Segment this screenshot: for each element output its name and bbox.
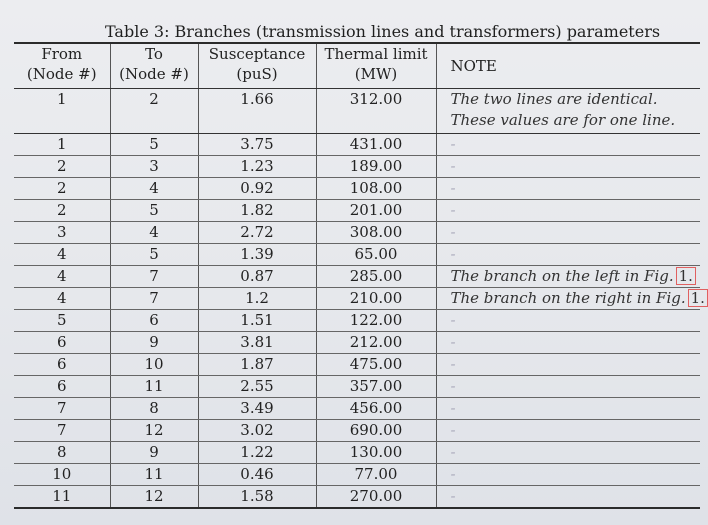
cell-to: 9 bbox=[110, 332, 198, 354]
cell-from: 10 bbox=[14, 464, 110, 486]
cell-note-text: - bbox=[450, 179, 456, 197]
cell-from: 7 bbox=[14, 398, 110, 420]
table-row bbox=[14, 244, 700, 266]
table-row bbox=[14, 222, 700, 244]
cell-note bbox=[436, 244, 700, 266]
cell-susceptance: 1.2 bbox=[198, 288, 316, 310]
cell-from: 6 bbox=[14, 332, 110, 354]
cell-to: 6 bbox=[110, 310, 198, 332]
header-susceptance bbox=[198, 43, 316, 89]
header-thermal-limit bbox=[316, 43, 436, 89]
cell-note bbox=[436, 178, 700, 200]
cell-susceptance: 3.49 bbox=[198, 398, 316, 420]
cell-susceptance: 1.51 bbox=[198, 310, 316, 332]
cell-susceptance: 2.55 bbox=[198, 376, 316, 398]
cell-note bbox=[436, 376, 700, 398]
header-thermal-unit: (MW) bbox=[354, 65, 398, 83]
table-row bbox=[14, 464, 700, 486]
cell-thermal-limit: 210.00 bbox=[316, 288, 436, 310]
cell-note-text: - bbox=[450, 399, 456, 417]
cell-note bbox=[436, 398, 700, 420]
header-susceptance-unit: (puS) bbox=[236, 65, 278, 83]
branches-table bbox=[14, 42, 705, 509]
cell-note-text: The branch on the right in Fig. bbox=[450, 289, 686, 307]
cell-susceptance: 0.46 bbox=[198, 464, 316, 486]
table-row bbox=[14, 200, 700, 222]
table-body bbox=[14, 89, 705, 509]
cell-from: 11 bbox=[14, 486, 110, 509]
table-row bbox=[14, 332, 700, 354]
cell-from: 6 bbox=[14, 376, 110, 398]
table-row bbox=[14, 420, 700, 442]
cell-to: 4 bbox=[110, 222, 198, 244]
cell-to: 5 bbox=[110, 244, 198, 266]
cell-note bbox=[436, 134, 700, 156]
branches-table-container bbox=[14, 42, 705, 509]
header-note: NOTE bbox=[436, 43, 700, 89]
header-to bbox=[110, 43, 198, 89]
header-from-title: From bbox=[41, 45, 83, 63]
cell-to: 7 bbox=[110, 288, 198, 310]
cell-note bbox=[436, 266, 700, 288]
cell-thermal-limit: 690.00 bbox=[316, 420, 436, 442]
cell-note-text: - bbox=[450, 443, 456, 461]
cell-note bbox=[436, 332, 700, 354]
table-row bbox=[14, 376, 700, 398]
cell-susceptance: 3.81 bbox=[198, 332, 316, 354]
cell-to: 2 bbox=[110, 89, 198, 134]
cell-from: 3 bbox=[14, 222, 110, 244]
cell-note bbox=[436, 354, 700, 376]
cell-note-text: The two lines are identical. These values are for one line. bbox=[450, 90, 676, 129]
cell-susceptance: 1.66 bbox=[198, 89, 316, 134]
cell-from: 1 bbox=[14, 89, 110, 134]
cell-note bbox=[436, 200, 700, 222]
table-row bbox=[14, 134, 700, 156]
table-row bbox=[14, 266, 700, 288]
cell-to: 3 bbox=[110, 156, 198, 178]
cell-note bbox=[436, 222, 700, 244]
cell-note-text: - bbox=[450, 421, 456, 439]
cell-susceptance: 1.82 bbox=[198, 200, 316, 222]
cell-thermal-limit: 285.00 bbox=[316, 266, 436, 288]
cell-from: 4 bbox=[14, 244, 110, 266]
cell-thermal-limit: 77.00 bbox=[316, 464, 436, 486]
cell-to: 11 bbox=[110, 376, 198, 398]
header-to-title: To bbox=[145, 45, 163, 63]
cell-note bbox=[436, 442, 700, 464]
cell-note-text: - bbox=[450, 355, 456, 373]
cell-note-text: - bbox=[450, 377, 456, 395]
cell-susceptance: 3.75 bbox=[198, 134, 316, 156]
table-row bbox=[14, 442, 700, 464]
cell-thermal-limit: 212.00 bbox=[316, 332, 436, 354]
cell-note-text: - bbox=[450, 201, 456, 219]
cell-note bbox=[436, 310, 700, 332]
table-row bbox=[14, 398, 700, 420]
cell-note bbox=[436, 464, 700, 486]
cell-note-text: - bbox=[450, 465, 456, 483]
cell-note-text: - bbox=[450, 333, 456, 351]
cell-thermal-limit: 312.00 bbox=[316, 89, 436, 134]
cell-thermal-limit: 189.00 bbox=[316, 156, 436, 178]
cell-susceptance: 1.87 bbox=[198, 354, 316, 376]
header-to-unit: (Node #) bbox=[119, 65, 189, 83]
cell-to: 5 bbox=[110, 200, 198, 222]
cell-from: 5 bbox=[14, 310, 110, 332]
cell-to: 12 bbox=[110, 486, 198, 509]
cell-thermal-limit: 357.00 bbox=[316, 376, 436, 398]
cell-to: 7 bbox=[110, 266, 198, 288]
table-row bbox=[14, 310, 700, 332]
cell-from: 4 bbox=[14, 288, 110, 310]
table-row bbox=[14, 288, 700, 310]
cell-note bbox=[436, 156, 700, 178]
cell-from: 2 bbox=[14, 200, 110, 222]
cell-thermal-limit: 308.00 bbox=[316, 222, 436, 244]
cell-thermal-limit: 475.00 bbox=[316, 354, 436, 376]
cell-note bbox=[436, 89, 700, 134]
cell-to: 5 bbox=[110, 134, 198, 156]
table-row bbox=[14, 354, 700, 376]
cell-note-text: - bbox=[450, 157, 456, 175]
cell-to: 9 bbox=[110, 442, 198, 464]
cell-from: 7 bbox=[14, 420, 110, 442]
cell-susceptance: 3.02 bbox=[198, 420, 316, 442]
cell-thermal-limit: 201.00 bbox=[316, 200, 436, 222]
cell-susceptance: 0.87 bbox=[198, 266, 316, 288]
cell-thermal-limit: 130.00 bbox=[316, 442, 436, 464]
cell-thermal-limit: 456.00 bbox=[316, 398, 436, 420]
cell-to: 4 bbox=[110, 178, 198, 200]
cell-thermal-limit: 431.00 bbox=[316, 134, 436, 156]
cell-susceptance: 1.39 bbox=[198, 244, 316, 266]
cell-from: 2 bbox=[14, 156, 110, 178]
table-row bbox=[14, 89, 700, 134]
header-from bbox=[14, 43, 110, 89]
cell-note bbox=[436, 288, 705, 310]
cell-note-text: - bbox=[450, 245, 456, 263]
cell-note-text: The branch on the left in Fig. bbox=[450, 267, 674, 285]
cell-from: 2 bbox=[14, 178, 110, 200]
cell-susceptance: 1.23 bbox=[198, 156, 316, 178]
cell-from: 1 bbox=[14, 134, 110, 156]
cell-from: 6 bbox=[14, 354, 110, 376]
cell-to: 8 bbox=[110, 398, 198, 420]
cell-note-text: - bbox=[450, 311, 456, 329]
cell-susceptance: 2.72 bbox=[198, 222, 316, 244]
cell-note-text: - bbox=[450, 223, 456, 241]
header-from-unit: (Node #) bbox=[26, 65, 97, 83]
cell-to: 12 bbox=[110, 420, 198, 442]
cell-susceptance: 0.92 bbox=[198, 178, 316, 200]
cell-from: 4 bbox=[14, 266, 110, 288]
cell-susceptance: 1.58 bbox=[198, 486, 316, 509]
cell-thermal-limit: 270.00 bbox=[316, 486, 436, 509]
cell-to: 11 bbox=[110, 464, 198, 486]
header-thermal-title: Thermal limit bbox=[324, 45, 428, 63]
header-row bbox=[14, 43, 700, 89]
cell-to: 10 bbox=[110, 354, 198, 376]
table-caption: Table 3: Branches (transmission lines and transformers) parameters bbox=[105, 22, 661, 41]
header-susceptance-title: Susceptance bbox=[208, 45, 306, 63]
cell-thermal-limit: 122.00 bbox=[316, 310, 436, 332]
cell-susceptance: 1.22 bbox=[198, 442, 316, 464]
cell-note-text: - bbox=[450, 135, 456, 153]
table-row bbox=[14, 486, 700, 509]
cell-note bbox=[436, 486, 700, 509]
table-row bbox=[14, 156, 700, 178]
table-row bbox=[14, 178, 700, 200]
cell-note bbox=[436, 420, 700, 442]
figure-reference-link[interactable]: 1. bbox=[676, 267, 696, 285]
cell-note-text: - bbox=[450, 487, 456, 505]
cell-thermal-limit: 108.00 bbox=[316, 178, 436, 200]
cell-thermal-limit: 65.00 bbox=[316, 244, 436, 266]
cell-from: 8 bbox=[14, 442, 110, 464]
figure-reference-link[interactable]: 1. bbox=[688, 289, 708, 307]
